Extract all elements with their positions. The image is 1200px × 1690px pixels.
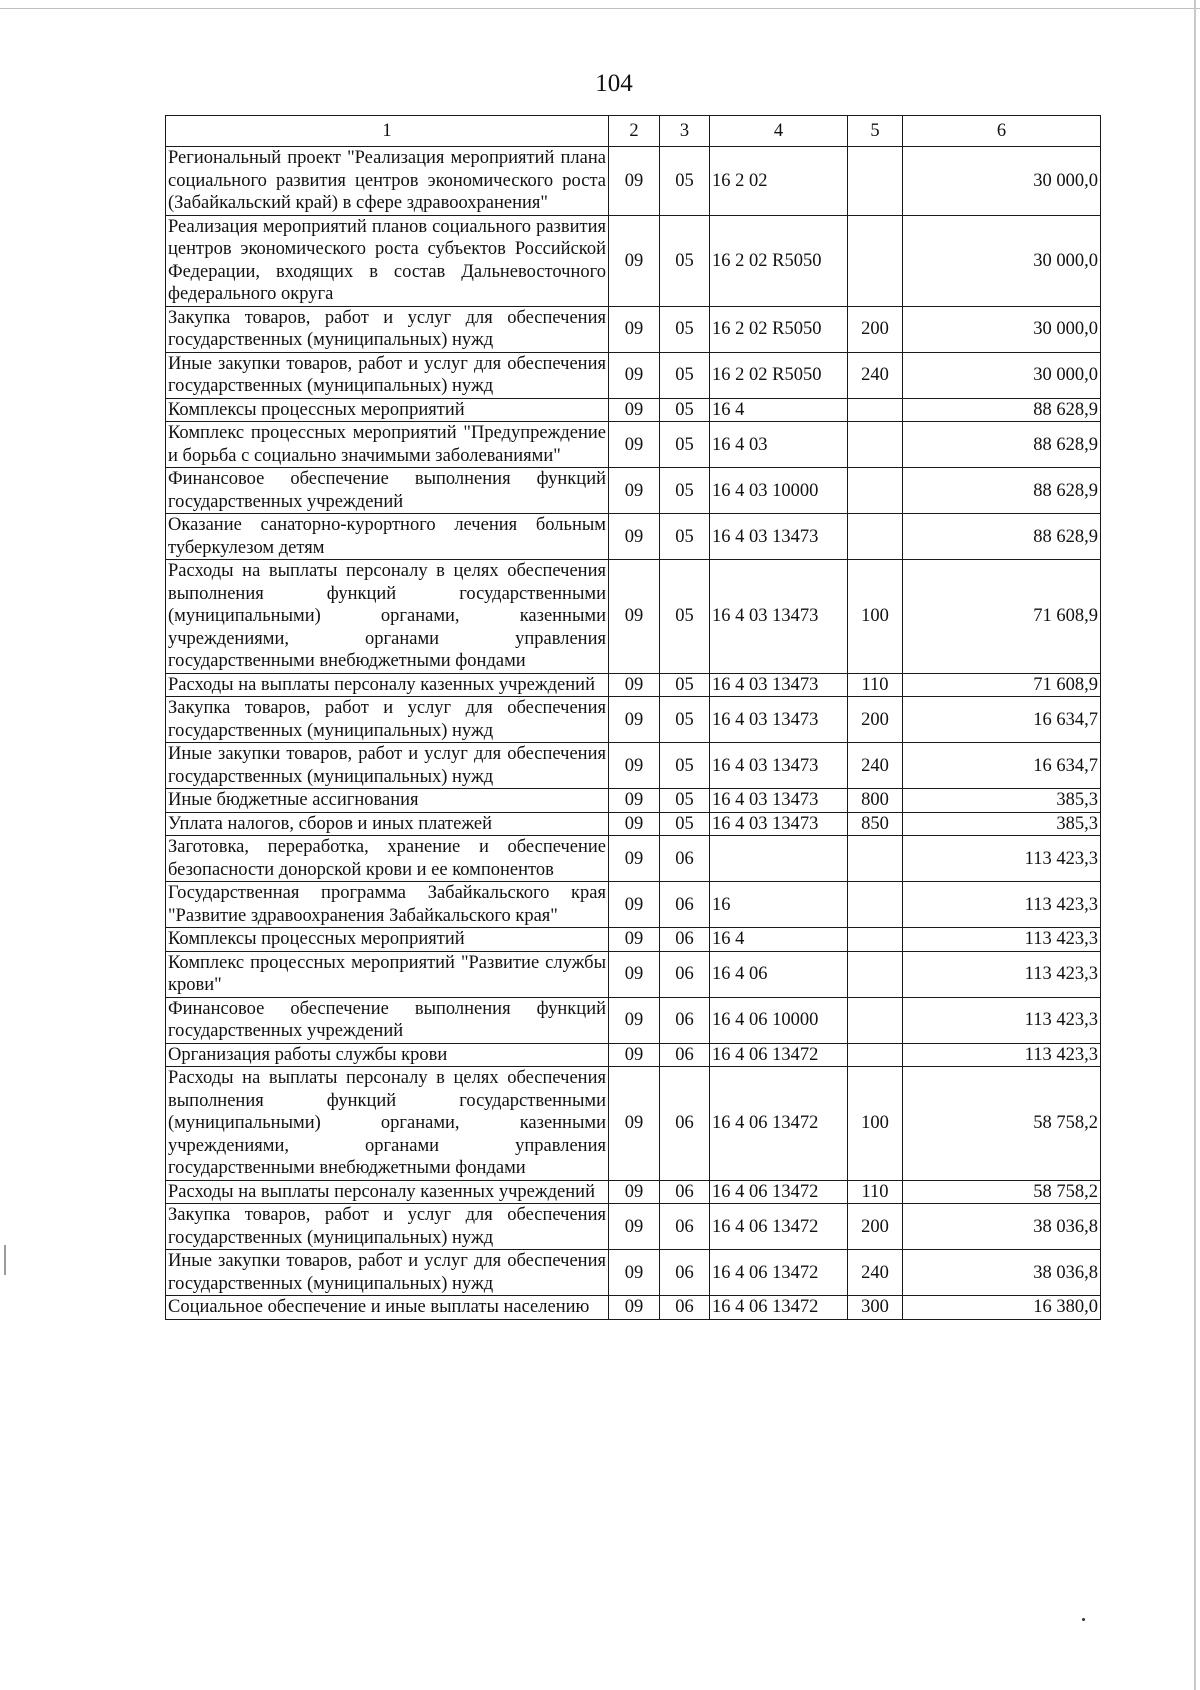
row-amount-cell: 16 634,7 xyxy=(903,743,1101,789)
row-expense-type-cell xyxy=(848,514,903,560)
row-section-cell: 09 xyxy=(609,812,660,836)
row-section-cell: 09 xyxy=(609,1204,660,1250)
row-expense-type-cell: 850 xyxy=(848,812,903,836)
row-target-article-cell: 16 4 06 13472 xyxy=(710,1296,848,1320)
row-amount-cell: 30 000,0 xyxy=(903,147,1101,216)
row-expense-type-cell xyxy=(848,951,903,997)
row-section-cell: 09 xyxy=(609,468,660,514)
row-target-article-cell: 16 4 xyxy=(710,398,848,422)
row-subsection-cell: 05 xyxy=(660,215,710,306)
row-expense-type-cell xyxy=(848,422,903,468)
row-amount-cell: 71 608,9 xyxy=(903,560,1101,674)
row-subsection-cell: 06 xyxy=(660,1067,710,1181)
row-expense-type-cell xyxy=(848,468,903,514)
table-row xyxy=(166,1180,1101,1204)
table-row xyxy=(166,951,1101,997)
row-name-cell: Расходы на выплаты персоналу в целях обеспечения выполнения функций государственными (муниципальными) органами, казенными учреждениями, органами управления государственными внебюджетными фондами xyxy=(166,560,609,674)
row-section-cell: 09 xyxy=(609,560,660,674)
row-target-article-cell: 16 4 03 xyxy=(710,422,848,468)
scan-margin-mark xyxy=(4,1245,6,1275)
row-amount-cell: 88 628,9 xyxy=(903,514,1101,560)
row-subsection-cell: 06 xyxy=(660,1180,710,1204)
row-target-article-cell: 16 4 06 13472 xyxy=(710,1180,848,1204)
table-row xyxy=(166,1043,1101,1067)
row-amount-cell: 38 036,8 xyxy=(903,1204,1101,1250)
row-expense-type-cell xyxy=(848,836,903,882)
row-target-article-cell: 16 2 02 xyxy=(710,147,848,216)
table-row xyxy=(166,147,1101,216)
row-target-article-cell xyxy=(710,836,848,882)
row-target-article-cell: 16 4 06 10000 xyxy=(710,997,848,1043)
row-amount-cell: 88 628,9 xyxy=(903,398,1101,422)
row-subsection-cell: 06 xyxy=(660,928,710,952)
row-target-article-cell: 16 4 03 13473 xyxy=(710,789,848,813)
row-amount-cell: 30 000,0 xyxy=(903,215,1101,306)
row-target-article-cell: 16 4 xyxy=(710,928,848,952)
row-name-cell: Организация работы службы крови xyxy=(166,1043,609,1067)
table-row xyxy=(166,882,1101,928)
row-section-cell: 09 xyxy=(609,836,660,882)
row-target-article-cell: 16 4 03 10000 xyxy=(710,468,848,514)
header-col-3: 3 xyxy=(660,116,710,147)
row-section-cell: 09 xyxy=(609,743,660,789)
row-target-article-cell: 16 4 06 13472 xyxy=(710,1204,848,1250)
row-expense-type-cell: 240 xyxy=(848,1250,903,1296)
row-section-cell: 09 xyxy=(609,951,660,997)
row-target-article-cell: 16 2 02 R5050 xyxy=(710,306,848,352)
row-target-article-cell: 16 4 03 13473 xyxy=(710,697,848,743)
table-row xyxy=(166,468,1101,514)
row-target-article-cell: 16 4 06 13472 xyxy=(710,1250,848,1296)
table-row xyxy=(166,1204,1101,1250)
row-amount-cell: 88 628,9 xyxy=(903,422,1101,468)
row-amount-cell: 113 423,3 xyxy=(903,882,1101,928)
row-name-cell: Комплексы процессных мероприятий xyxy=(166,928,609,952)
row-expense-type-cell xyxy=(848,882,903,928)
row-name-cell: Закупка товаров, работ и услуг для обеспечения государственных (муниципальных) нужд xyxy=(166,306,609,352)
row-target-article-cell: 16 4 03 13473 xyxy=(710,560,848,674)
row-name-cell: Реализация мероприятий планов социального развития центров экономического роста субъектов Российской Федерации, входящих в состав Дальневосточного федерального округа xyxy=(166,215,609,306)
row-subsection-cell: 06 xyxy=(660,836,710,882)
row-subsection-cell: 05 xyxy=(660,697,710,743)
header-col-6: 6 xyxy=(903,116,1101,147)
table-row xyxy=(166,1296,1101,1320)
row-target-article-cell: 16 4 06 13472 xyxy=(710,1043,848,1067)
scan-right-edge xyxy=(1194,0,1196,1690)
row-subsection-cell: 05 xyxy=(660,147,710,216)
row-name-cell: Расходы на выплаты персоналу в целях обеспечения выполнения функций государственными (муниципальными) органами, казенными учреждениями, органами управления государственными внебюджетными фондами xyxy=(166,1067,609,1181)
row-subsection-cell: 05 xyxy=(660,560,710,674)
row-name-cell: Иные закупки товаров, работ и услуг для обеспечения государственных (муниципальных) нужд xyxy=(166,1250,609,1296)
table-row xyxy=(166,697,1101,743)
table-row xyxy=(166,306,1101,352)
budget-table xyxy=(165,115,1101,1320)
row-target-article-cell: 16 4 06 13472 xyxy=(710,1067,848,1181)
row-name-cell: Закупка товаров, работ и услуг для обеспечения государственных (муниципальных) нужд xyxy=(166,697,609,743)
table-row xyxy=(166,743,1101,789)
header-col-2: 2 xyxy=(609,116,660,147)
table-row xyxy=(166,1067,1101,1181)
row-amount-cell: 113 423,3 xyxy=(903,951,1101,997)
row-target-article-cell: 16 2 02 R5050 xyxy=(710,352,848,398)
row-amount-cell: 113 423,3 xyxy=(903,928,1101,952)
row-name-cell: Комплекс процессных мероприятий "Предупреждение и борьба с социально значимыми заболеваниями" xyxy=(166,422,609,468)
row-amount-cell: 30 000,0 xyxy=(903,306,1101,352)
row-expense-type-cell xyxy=(848,1043,903,1067)
row-target-article-cell: 16 4 03 13473 xyxy=(710,514,848,560)
row-subsection-cell: 06 xyxy=(660,997,710,1043)
row-expense-type-cell: 200 xyxy=(848,306,903,352)
row-name-cell: Закупка товаров, работ и услуг для обеспечения государственных (муниципальных) нужд xyxy=(166,1204,609,1250)
header-col-5: 5 xyxy=(848,116,903,147)
scan-top-edge xyxy=(0,0,1200,9)
table-body xyxy=(166,147,1101,1320)
row-name-cell: Оказание санаторно-курортного лечения больным туберкулезом детям xyxy=(166,514,609,560)
row-name-cell: Комплексы процессных мероприятий xyxy=(166,398,609,422)
row-name-cell: Комплекс процессных мероприятий "Развитие службы крови" xyxy=(166,951,609,997)
row-amount-cell: 113 423,3 xyxy=(903,1043,1101,1067)
row-expense-type-cell: 100 xyxy=(848,1067,903,1181)
row-name-cell: Региональный проект "Реализация мероприятий плана социального развития центров экономического роста (Забайкальский край) в сфере здравоохранения" xyxy=(166,147,609,216)
table-row xyxy=(166,812,1101,836)
row-section-cell: 09 xyxy=(609,673,660,697)
row-target-article-cell: 16 4 03 13473 xyxy=(710,812,848,836)
row-target-article-cell: 16 4 03 13473 xyxy=(710,673,848,697)
row-expense-type-cell: 110 xyxy=(848,1180,903,1204)
row-section-cell: 09 xyxy=(609,928,660,952)
row-amount-cell: 38 036,8 xyxy=(903,1250,1101,1296)
row-section-cell: 09 xyxy=(609,352,660,398)
row-name-cell: Иные закупки товаров, работ и услуг для обеспечения государственных (муниципальных) нужд xyxy=(166,743,609,789)
row-target-article-cell: 16 4 06 xyxy=(710,951,848,997)
row-section-cell: 09 xyxy=(609,1043,660,1067)
row-name-cell: Иные закупки товаров, работ и услуг для обеспечения государственных (муниципальных) нужд xyxy=(166,352,609,398)
row-target-article-cell: 16 xyxy=(710,882,848,928)
row-expense-type-cell: 200 xyxy=(848,1204,903,1250)
row-name-cell: Социальное обеспечение и иные выплаты населению xyxy=(166,1296,609,1320)
row-section-cell: 09 xyxy=(609,997,660,1043)
row-expense-type-cell: 240 xyxy=(848,352,903,398)
row-section-cell: 09 xyxy=(609,147,660,216)
row-subsection-cell: 05 xyxy=(660,789,710,813)
row-amount-cell: 385,3 xyxy=(903,789,1101,813)
row-subsection-cell: 06 xyxy=(660,951,710,997)
row-amount-cell: 16 380,0 xyxy=(903,1296,1101,1320)
row-subsection-cell: 05 xyxy=(660,514,710,560)
table-row xyxy=(166,1250,1101,1296)
table-row xyxy=(166,215,1101,306)
row-subsection-cell: 05 xyxy=(660,468,710,514)
row-section-cell: 09 xyxy=(609,1067,660,1181)
row-expense-type-cell xyxy=(848,215,903,306)
row-expense-type-cell xyxy=(848,398,903,422)
row-section-cell: 09 xyxy=(609,1180,660,1204)
row-section-cell: 09 xyxy=(609,697,660,743)
row-name-cell: Расходы на выплаты персоналу казенных учреждений xyxy=(166,1180,609,1204)
header-col-1: 1 xyxy=(166,116,609,147)
row-target-article-cell: 16 4 03 13473 xyxy=(710,743,848,789)
row-subsection-cell: 06 xyxy=(660,1043,710,1067)
row-subsection-cell: 05 xyxy=(660,398,710,422)
row-subsection-cell: 05 xyxy=(660,812,710,836)
row-subsection-cell: 05 xyxy=(660,743,710,789)
row-name-cell: Расходы на выплаты персоналу казенных учреждений xyxy=(166,673,609,697)
row-expense-type-cell xyxy=(848,147,903,216)
row-section-cell: 09 xyxy=(609,882,660,928)
table-row xyxy=(166,997,1101,1043)
row-expense-type-cell xyxy=(848,928,903,952)
row-section-cell: 09 xyxy=(609,789,660,813)
row-name-cell: Иные бюджетные ассигнования xyxy=(166,789,609,813)
row-subsection-cell: 06 xyxy=(660,1250,710,1296)
row-amount-cell: 30 000,0 xyxy=(903,352,1101,398)
row-expense-type-cell: 300 xyxy=(848,1296,903,1320)
table-row xyxy=(166,398,1101,422)
row-name-cell: Финансовое обеспечение выполнения функций государственных учреждений xyxy=(166,997,609,1043)
row-section-cell: 09 xyxy=(609,215,660,306)
row-subsection-cell: 05 xyxy=(660,673,710,697)
row-name-cell: Государственная программа Забайкальского края "Развитие здравоохранения Забайкальского края" xyxy=(166,882,609,928)
row-name-cell: Финансовое обеспечение выполнения функций государственных учреждений xyxy=(166,468,609,514)
row-amount-cell: 385,3 xyxy=(903,812,1101,836)
row-expense-type-cell xyxy=(848,997,903,1043)
row-section-cell: 09 xyxy=(609,514,660,560)
row-amount-cell: 16 634,7 xyxy=(903,697,1101,743)
row-subsection-cell: 05 xyxy=(660,306,710,352)
row-amount-cell: 88 628,9 xyxy=(903,468,1101,514)
table-row xyxy=(166,514,1101,560)
row-amount-cell: 58 758,2 xyxy=(903,1067,1101,1181)
row-subsection-cell: 06 xyxy=(660,882,710,928)
table-row xyxy=(166,422,1101,468)
table-row xyxy=(166,673,1101,697)
table-row xyxy=(166,560,1101,674)
row-subsection-cell: 06 xyxy=(660,1204,710,1250)
table-row xyxy=(166,836,1101,882)
table-row xyxy=(166,928,1101,952)
table-header-row xyxy=(166,116,1101,147)
row-subsection-cell: 06 xyxy=(660,1296,710,1320)
row-expense-type-cell: 240 xyxy=(848,743,903,789)
row-amount-cell: 113 423,3 xyxy=(903,836,1101,882)
row-name-cell: Уплата налогов, сборов и иных платежей xyxy=(166,812,609,836)
row-expense-type-cell: 800 xyxy=(848,789,903,813)
row-expense-type-cell: 200 xyxy=(848,697,903,743)
row-section-cell: 09 xyxy=(609,1250,660,1296)
table-row xyxy=(166,352,1101,398)
row-section-cell: 09 xyxy=(609,1296,660,1320)
table-row xyxy=(166,789,1101,813)
row-expense-type-cell: 110 xyxy=(848,673,903,697)
row-section-cell: 09 xyxy=(609,422,660,468)
row-target-article-cell: 16 2 02 R5050 xyxy=(710,215,848,306)
row-expense-type-cell: 100 xyxy=(848,560,903,674)
row-subsection-cell: 05 xyxy=(660,422,710,468)
page-number: 104 xyxy=(595,70,633,97)
header-col-4: 4 xyxy=(710,116,848,147)
row-subsection-cell: 05 xyxy=(660,352,710,398)
scan-speck xyxy=(1082,1618,1085,1621)
row-section-cell: 09 xyxy=(609,398,660,422)
row-amount-cell: 58 758,2 xyxy=(903,1180,1101,1204)
row-amount-cell: 71 608,9 xyxy=(903,673,1101,697)
row-name-cell: Заготовка, переработка, хранение и обеспечение безопасности донорской крови и ее компонентов xyxy=(166,836,609,882)
row-amount-cell: 113 423,3 xyxy=(903,997,1101,1043)
row-section-cell: 09 xyxy=(609,306,660,352)
